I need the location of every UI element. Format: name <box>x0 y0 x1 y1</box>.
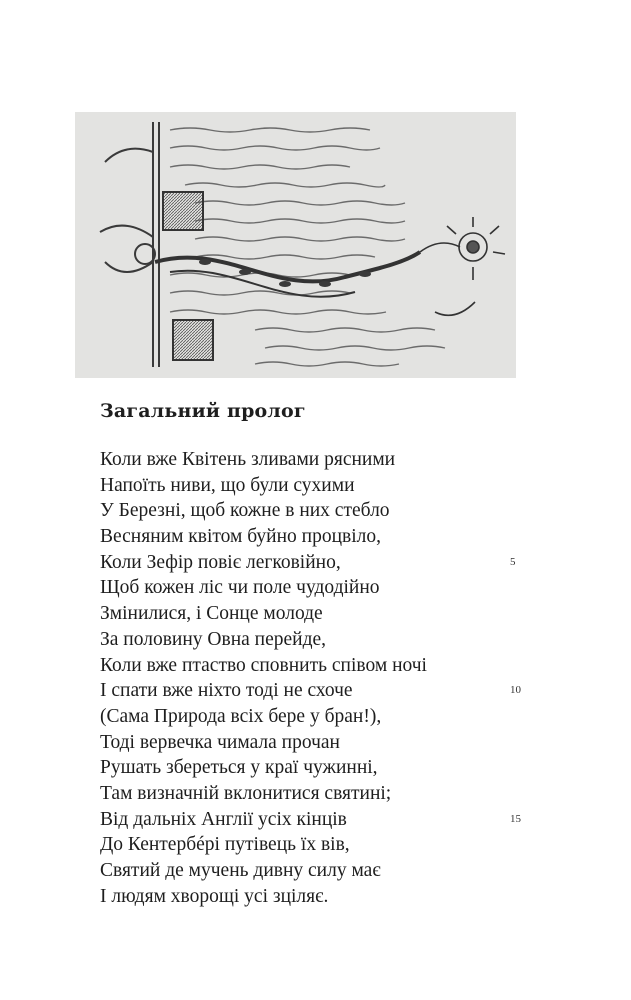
poem-line: Весняним квітом буйно процвіло, <box>100 526 382 548</box>
manuscript-illustration <box>75 112 516 378</box>
poem-line: Тоді вервечка чимала прочан <box>100 731 340 753</box>
line-number: 15 <box>510 812 521 825</box>
poem-line: Коли Зефір повіє легковійно, 5 <box>100 550 540 576</box>
poem-line: Коли вже Квітень зливами рясними <box>100 449 396 470</box>
poem-line: І спати вже ніхто тоді не схоче 10 <box>100 678 540 704</box>
poem-line: За половину Овна перейде, <box>100 628 327 650</box>
poem-line: (Сама Природа всіх бере у бран!), <box>100 705 382 727</box>
poem-line: І людям хворощі усі зціляє. <box>100 885 329 907</box>
line-number: 10 <box>510 684 521 697</box>
poem-line: Напоїть ниви, що були сухими <box>100 474 355 496</box>
poem <box>100 447 540 909</box>
poem-line: Коли вже птаство сповнить співом ночі <box>100 654 427 676</box>
line-number: 5 <box>510 555 516 568</box>
poem-line: Змінилися, і Сонце молоде <box>100 603 323 625</box>
page-title: Загальний пролог <box>100 400 306 422</box>
poem-line: Щоб кожен ліс чи поле чудодійно <box>100 577 380 599</box>
manuscript-drawing <box>75 112 516 378</box>
poem-line: У Березні, щоб кожне в них стебло <box>100 500 390 522</box>
poem-line: Від дальніх Англії усіх кінців 15 <box>100 807 540 833</box>
poem-line: Там визначній вклонитися святині; <box>100 782 392 804</box>
poem-line: Святий де мучень дивну силу має <box>100 860 381 881</box>
poem-line: Рушать збереться у краї чужинні, <box>100 757 378 779</box>
poem-line: До Кентербéрі путівець їх вів, <box>100 834 350 856</box>
